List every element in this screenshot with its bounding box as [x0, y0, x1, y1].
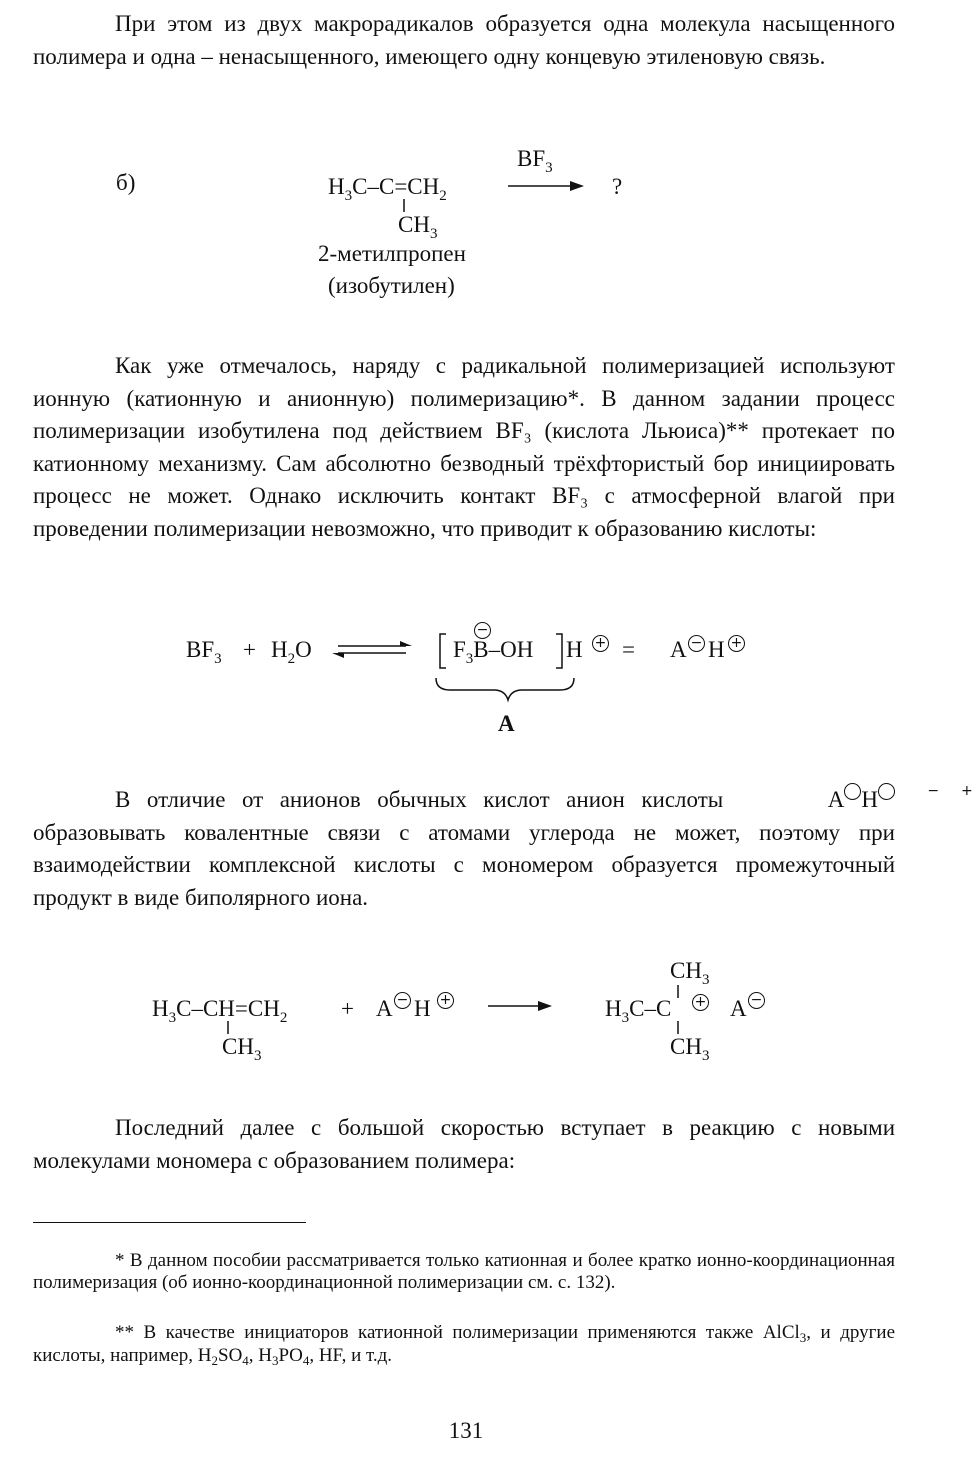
product-question: ?: [612, 174, 623, 199]
eq1-acid-h: H: [708, 637, 725, 662]
equilibrium-forward-head: [400, 641, 412, 646]
eq2-product-anion: A: [730, 996, 747, 1021]
reagent-bf3: $BF_3$: [517, 146, 553, 176]
left-bracket: [440, 634, 446, 668]
isobutylene-methyl: $CH_3$: [398, 212, 438, 242]
brace-label-a: A: [498, 711, 515, 736]
footnote-1: * В данном пособии рассматривается только катионная и более кратко ионно-координационная полимеризация (об ионно-координационной полимеризации см. с. 132).: [33, 1250, 895, 1293]
eq2-monomer-methyl: $CH_3$: [222, 1034, 262, 1064]
isobutylene-formula: $H_3C-C=CH_2$: [328, 174, 447, 204]
paragraph-3: В отличие от анионов обычных кислот анион кислоты A −H + образовывать ковалентные связи с атомами углерода не может, поэтому при взаимодействии комплексной кислоты с мономером образуется промежуточный продукт в виде биполярного иона.: [33, 783, 973, 910]
eq2-product-methyl-top: $CH_3$: [670, 958, 710, 988]
footnote-2: ** В качестве инициаторов катионной полимеризации применяются также AlCl$_3$, и другие кислоты, например, $H_2SO_4$, $H_3PO_4$, HF, и т.д.: [33, 1322, 896, 1368]
underbrace: [436, 678, 574, 700]
reaction-arrowhead-2: [538, 1001, 552, 1011]
paragraph-1: При этом из двух макрорадикалов образуется одна молекула насыщенного полимера и одна – ненасыщенного, имеющего одну концевую этиленовую связь.: [33, 11, 895, 69]
eq2-carbocation-plus: +: [692, 986, 709, 1012]
equilibrium-backward-head: [332, 653, 344, 658]
eq2-acid-h: H: [414, 996, 431, 1021]
eq2-product: $H_3C-C$: [605, 996, 672, 1026]
compound-trivial-name: (изобутилен): [328, 273, 455, 298]
eq2-acid-plus: +: [437, 984, 454, 1010]
eq2-plus: +: [341, 996, 354, 1021]
eq1-plus: +: [243, 637, 256, 662]
eq2-acid-minus: −: [394, 984, 411, 1010]
eq2-acid-a: A: [376, 996, 393, 1021]
scheme-label-b: б): [116, 170, 136, 195]
eq1-equals: =: [622, 637, 635, 662]
eq1-bf3: $BF_3$: [186, 637, 222, 667]
paragraph-4: Последний далее с большой скоростью вступает в реакцию с новыми молекулами мономера с образованием полимера:: [33, 1115, 895, 1173]
reaction-arrowhead-b: [570, 181, 584, 191]
eq1-plus-charge: +: [592, 627, 609, 653]
eq1-acid-minus: −: [688, 627, 705, 653]
page-number: 131: [448, 1418, 484, 1443]
right-bracket: [556, 634, 562, 668]
eq2-monomer: $H_3C-CH=CH_2$: [152, 996, 288, 1026]
eq1-acid-a: A: [670, 637, 687, 662]
compound-name: 2-метилпропен: [318, 241, 466, 266]
eq1-h-outside: H: [566, 637, 583, 662]
paragraph-2: Как уже отмечалось, наряду с радикальной полимеризацией используют ионную (катионную и анионную) полимеризацию*. В данном задании процесс полимеризации изобутилена под действием BF₃ (кислота Льюиса)** протекает по катионному механизму. Сам абсолютно безводный трёхфтористый бор инициировать процесс не может. Однако исключить контакт BF₃ с атмосферной влагой при проведении полимеризации невозможно, что приводит к образованию кислоты:: [33, 353, 895, 541]
eq1-water: $H_2O$: [271, 637, 312, 667]
eq2-product-methyl-bottom: $CH_3$: [670, 1034, 710, 1064]
eq2-product-anion-minus: −: [748, 984, 765, 1010]
eq1-minus-charge: −: [474, 614, 491, 640]
eq1-complex: $F_3B-OH$: [453, 637, 534, 667]
eq1-acid-plus: +: [728, 627, 745, 653]
